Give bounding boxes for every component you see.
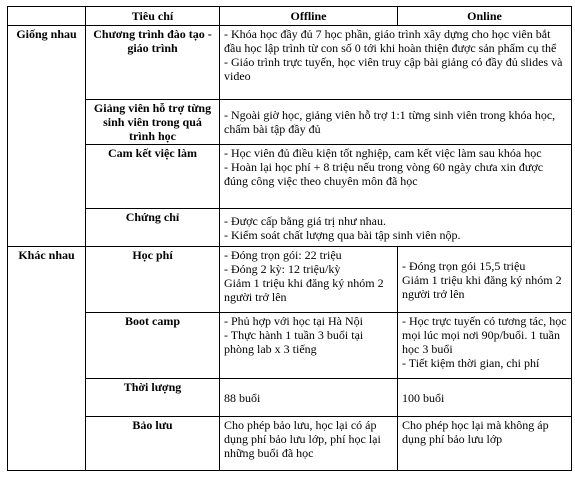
content-line: Giảm 1 triệu khi đăng ký nhóm 2 người trở lên — [402, 272, 562, 301]
table-row — [8, 26, 572, 100]
criterion-cell: Cam kết việc làm — [86, 145, 220, 209]
content-line: - Thực hành 1 tuần 3 buổi tại phòng lab x 3 tiếng — [224, 328, 364, 356]
shared-content-cell — [220, 26, 572, 100]
online-cell — [398, 247, 572, 313]
table-row — [8, 379, 572, 417]
criterion-cell: Thời lượng — [86, 379, 220, 417]
online-cell — [398, 379, 572, 417]
content-line: - Khóa học đầy đủ 7 học phần, giáo trình xây dựng cho học viên bắt đầu học lập trình từ con số 0 tới khi hoàn thiện được sản phẩm cụ thể — [224, 27, 557, 55]
criterion-cell: Giảng viên hỗ trợ từng sinh viên trong quá trình học — [86, 100, 220, 145]
shared-content-cell — [220, 209, 572, 247]
content-line: - Hoàn lại học phí + 8 triệu nếu trong vòng 60 ngày chưa xin được đúng công việc theo chuyên môn đã học — [224, 160, 544, 188]
criterion-cell: Học phí — [86, 247, 220, 313]
criterion-cell: Boot camp — [86, 313, 220, 379]
offline-cell — [220, 313, 398, 379]
header-criteria: Tiêu chí — [86, 7, 220, 26]
header-offline: Offline — [220, 7, 398, 26]
content-line: - Đóng 2 kỳ: 12 triệu/kỳ — [224, 262, 341, 276]
criterion-cell: Chứng chỉ — [86, 209, 220, 247]
comparison-table — [7, 6, 572, 471]
header-online: Online — [398, 7, 572, 26]
group-label-different: Khác nhau — [8, 247, 86, 471]
content-line: - Đóng trọn gói 15,5 triệu — [402, 258, 526, 273]
content-line: - Phủ hợp với học tại Hà Nội — [224, 314, 364, 328]
table-row — [8, 100, 572, 145]
group-label-similar: Giống nhau — [8, 26, 86, 247]
content-line: - Được cấp bằng giá trị như nhau. — [224, 213, 386, 228]
content-line: - Ngoài giờ học, giảng viên hỗ trợ 1:1 từng sinh viên trong khóa học, chấm bài tập đầy đủ — [224, 108, 556, 136]
table-row — [8, 209, 572, 247]
online-cell — [398, 417, 572, 471]
content-line: - Học viên đủ điều kiện tốt nghiệp, cam kết việc làm sau khóa học — [224, 146, 542, 160]
offline-cell — [220, 247, 398, 313]
header-empty — [8, 7, 86, 26]
table-row — [8, 145, 572, 209]
content-line: Cho phép học lại mà không áp dụng phí bảo lưu lớp — [402, 418, 549, 446]
table-row — [8, 247, 572, 313]
content-line: 88 buổi — [224, 390, 261, 405]
content-line: 100 buổi — [402, 390, 445, 405]
content-line: - Học trực tuyến có tương tác, học mọi lúc mọi nơi 90p/buổi. 1 tuần học 3 buổi — [402, 314, 567, 356]
content-line: Giảm 1 triệu khi đăng ký nhóm 2 người trở lên — [224, 276, 384, 304]
content-line: - Đóng trọn gói: 22 triệu — [224, 248, 342, 262]
criterion-cell: Chương trình đào tạo - giáo trình — [86, 26, 220, 100]
online-cell — [398, 313, 572, 379]
content-line: - Giáo trình trực tuyến, học viên truy cập bài giảng có đầy đủ slides và video — [224, 55, 563, 83]
criterion-cell: Bảo lưu — [86, 417, 220, 471]
content-line: - Kiểm soát chất lượng qua bài tập sinh viên nộp. — [224, 227, 461, 242]
shared-content-cell — [220, 100, 572, 145]
offline-cell — [220, 379, 398, 417]
table-row — [8, 313, 572, 379]
header-row — [8, 7, 572, 26]
shared-content-cell — [220, 145, 572, 209]
content-line: - Tiết kiệm thời gian, chi phí — [402, 356, 540, 370]
offline-cell — [220, 417, 398, 471]
table-row — [8, 417, 572, 471]
content-line: Cho phép bảo lưu, học lại có áp dụng phí bảo lưu lớp, phí học lại những buổi đã học — [224, 418, 381, 460]
